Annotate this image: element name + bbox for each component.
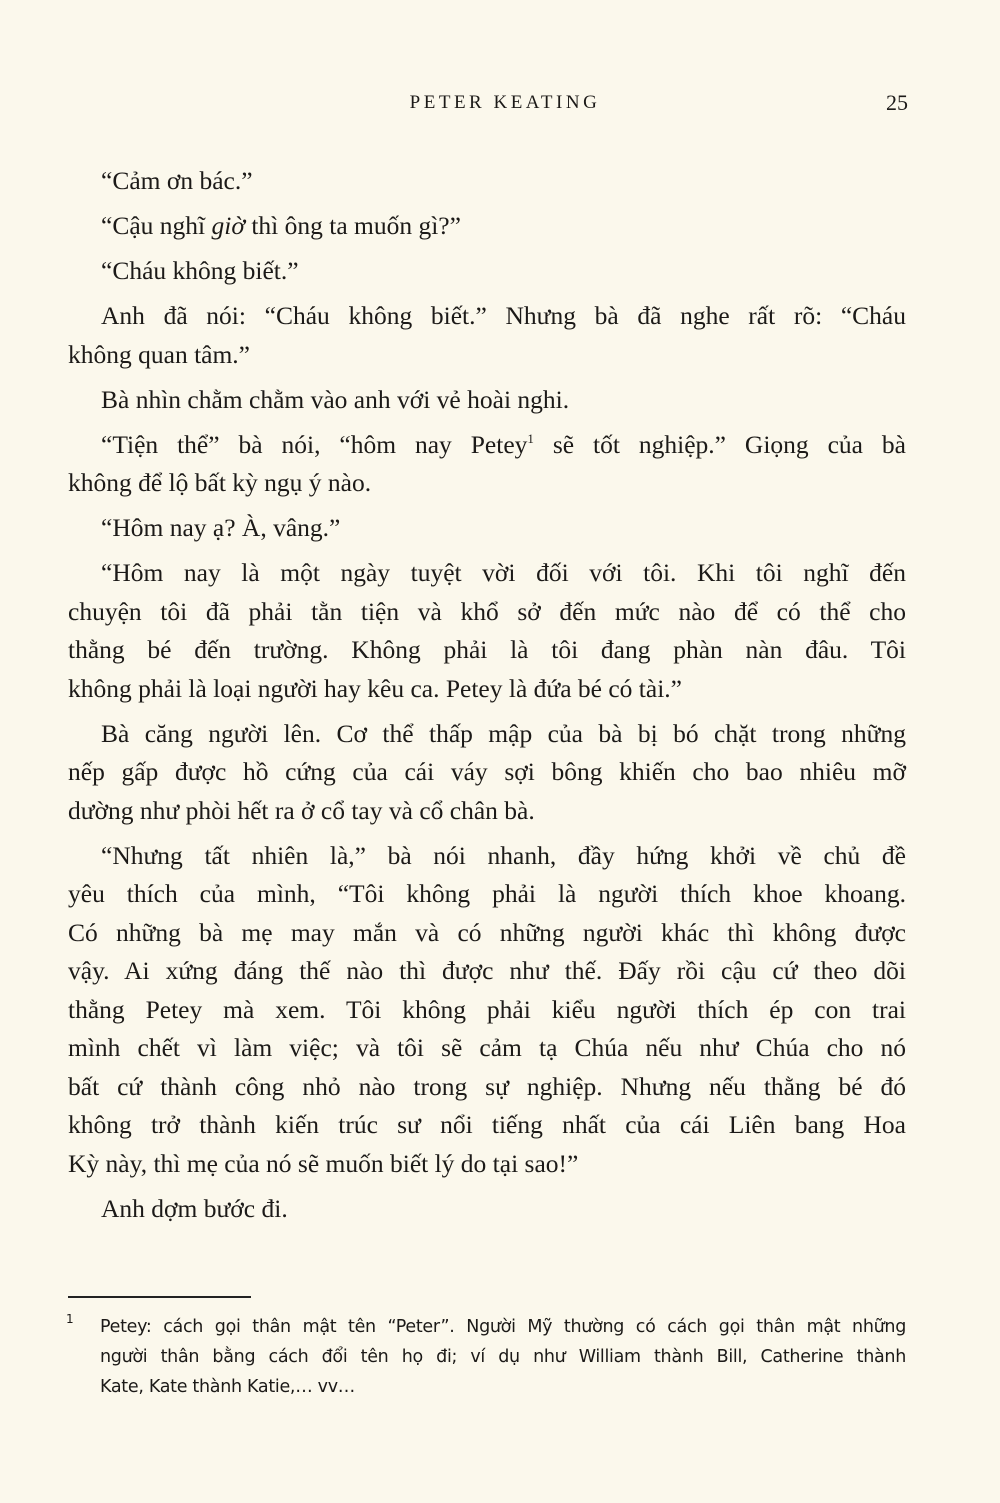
paragraph <box>68 715 906 831</box>
text-line <box>68 753 906 792</box>
text-line <box>68 1106 906 1145</box>
body-text <box>68 162 906 1235</box>
text-line <box>68 670 906 709</box>
paragraph <box>68 1190 906 1229</box>
text-segment: bất cứ thành công nhỏ nào trong sự nghiệp. Nhưng nếu thằng bé đó <box>68 1071 906 1101</box>
footnote-divider <box>68 1296 251 1298</box>
page-header <box>0 92 1000 122</box>
paragraph <box>68 162 906 201</box>
text-line <box>68 837 906 876</box>
text-segment: chuyện tôi đã phải tằn tiện và khổ sở đến mức nào để có thể cho <box>68 596 906 626</box>
text-segment: thằng bé đến trường. Không phải là tôi đang phàn nàn đâu. Tôi <box>68 635 906 664</box>
text-line <box>68 297 906 336</box>
text-segment: “Cảm ơn bác.” <box>101 166 253 195</box>
text-segment: Anh dợm bước đi. <box>101 1193 288 1223</box>
text-line <box>68 464 906 503</box>
text-segment: không để lộ bất kỳ ngụ ý nào. <box>68 468 372 497</box>
text-segment: Có những bà mẹ may mắn và có những người khác thì không được <box>68 917 906 947</box>
text-line <box>68 162 906 201</box>
text-line <box>68 252 906 291</box>
text-line <box>68 554 906 593</box>
text-segment: yêu thích của mình, “Tôi không phải là người thích khoe khoang. <box>68 879 906 908</box>
text-line <box>68 715 906 754</box>
paragraph <box>68 207 906 246</box>
text-line <box>68 336 906 375</box>
text-segment: không trở thành kiến trúc sư nổi tiếng nhất của cái Liên bang Hoa <box>68 1110 906 1139</box>
italic-text: giờ <box>211 211 245 240</box>
footnote-line: Petey: cách gọi thân mật tên “Peter”. Người Mỹ thường có cách gọi thân mật những <box>100 1317 906 1337</box>
running-title: PETER KEATING <box>409 92 601 113</box>
paragraph <box>68 426 906 503</box>
text-segment: Bà nhìn chằm chằm vào anh với vẻ hoài nghi. <box>101 384 570 414</box>
text-line <box>68 631 906 670</box>
text-line <box>68 1029 906 1068</box>
text-segment: “Cháu không biết.” <box>101 256 299 285</box>
text-segment: Kỳ này, thì mẹ của nó sẽ muốn biết lý do tại sao!” <box>68 1148 579 1178</box>
footnote-number: 1 <box>66 1312 74 1326</box>
paragraph <box>68 381 906 420</box>
text-line <box>68 1190 906 1229</box>
text-line <box>68 207 906 246</box>
paragraph <box>68 297 906 374</box>
paragraph <box>68 837 906 1184</box>
text-segment: “Cậu nghĩ <box>101 211 212 240</box>
text-line <box>68 952 906 991</box>
text-line <box>68 1145 906 1184</box>
text-segment: “Hôm nay ạ? À, vâng.” <box>101 513 341 542</box>
paragraph <box>68 554 906 708</box>
text-segment: sẽ tốt nghiệp.” Giọng của bà <box>533 429 906 459</box>
text-line <box>68 991 906 1030</box>
footnote-line: người thân bằng cách đổi tên họ đi; ví dụ như William thành Bill, Catherine thành <box>100 1347 906 1367</box>
text-segment: “Nhưng tất nhiên là,” bà nói nhanh, đầy hứng khởi về chủ đề <box>101 840 906 870</box>
text-line <box>68 914 906 953</box>
footnote-reference: 1 <box>527 430 534 446</box>
text-segment: “Tiện thể” bà nói, “hôm nay Petey <box>101 429 528 459</box>
text-line <box>68 381 906 420</box>
text-line <box>68 509 906 548</box>
text-line <box>68 792 906 831</box>
text-segment: thì ông ta muốn gì?” <box>244 211 461 240</box>
text-segment: Bà căng người lên. Cơ thể thấp mập của bà bị bó chặt trong những <box>101 718 906 748</box>
footnote <box>66 1312 906 1402</box>
text-segment: vậy. Ai xứng đáng thế nào thì được như thế. Đấy rồi cậu cứ theo dõi <box>68 956 906 985</box>
text-segment: nếp gấp được hồ cứng của cái váy sợi bông khiến cho bao nhiêu mỡ <box>68 757 906 786</box>
text-segment: thằng Petey mà xem. Tôi không phải kiểu người thích ép con trai <box>68 994 906 1024</box>
text-segment: không quan tâm.” <box>68 339 250 369</box>
page-number: 25 <box>886 90 908 115</box>
text-segment: dường như phòi hết ra ở cổ tay và cổ chân bà. <box>68 795 535 825</box>
paragraph <box>68 252 906 291</box>
paragraph <box>68 509 906 548</box>
text-segment: không phải là loại người hay kêu ca. Petey là đứa bé có tài.” <box>68 673 682 703</box>
text-line <box>68 593 906 632</box>
footnote-line: Kate, Kate thành Katie,… vv… <box>100 1377 355 1397</box>
text-line <box>68 875 906 914</box>
text-segment: Anh đã nói: “Cháu không biết.” Nhưng bà đã nghe rất rõ: “Cháu <box>101 301 906 330</box>
text-segment: “Hôm nay là một ngày tuyệt vời đối với tôi. Khi tôi nghĩ đến <box>101 558 906 587</box>
text-line <box>68 1068 906 1107</box>
text-segment: mình chết vì làm việc; và tôi sẽ cảm tạ Chúa nếu như Chúa cho nó <box>68 1033 906 1062</box>
text-line <box>68 426 906 465</box>
